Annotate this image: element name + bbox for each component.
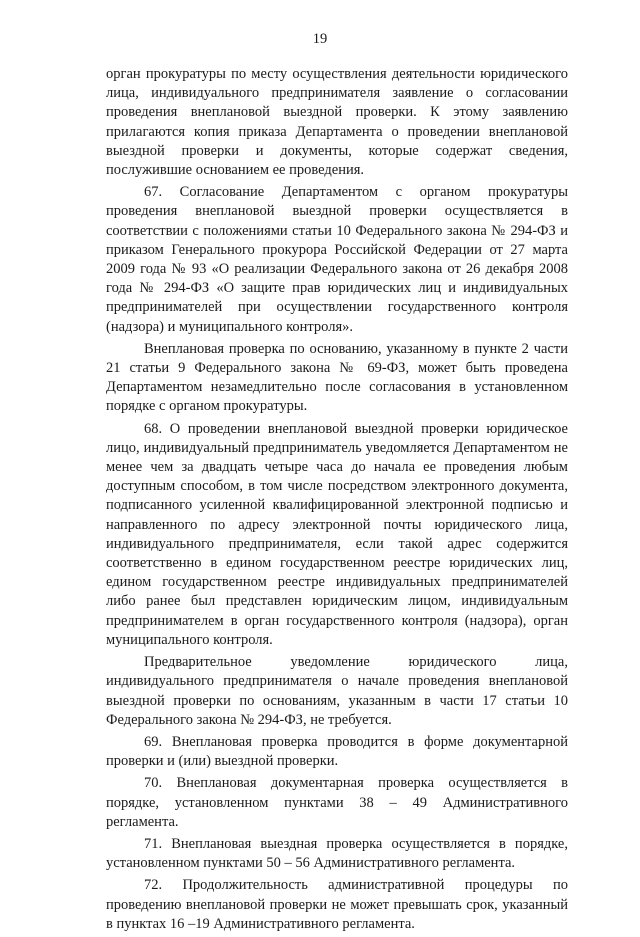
page-number: 19 xyxy=(312,31,328,47)
paragraph-item-70: 70. Внеплановая документарная проверка осуществляется в порядке, установленном пунктами 38 – 49 Административного регламента. xyxy=(106,775,568,830)
paragraph-continuation: орган прокуратуры по месту осуществления деятельности юридического лица, индивидуального предпринимателя заявление о согласовании проведения внеплановой выездной проверки. К этому заявлению прилагаются копия приказа Департамента о проведении внеплановой выездной проверки и документы, которые содержат сведения, послужившие основанием ее проведения. xyxy=(106,66,568,179)
paragraph-item-69: 69. Внеплановая проверка проводится в форме документарной проверки и (или) выездной проверки. xyxy=(106,733,568,770)
paragraph-item-72: 72. Продолжительность административной процедуры по проведению внеплановой проверки не может превышать срок, указанный в пунктах 16 –19 Административного регламента. xyxy=(106,877,568,932)
paragraph-prior-notice: Предварительное уведомление юридического лица, индивидуального предпринимателя о начале проведения внеплановой выездной проверки по основаниям, указанным в части 17 статьи 10 Федерального закона № 294-ФЗ, не требуется. xyxy=(106,654,568,728)
paragraph-item-71: 71. Внеплановая выездная проверка осуществляется в порядке, установленном пунктами 50 – 56 Административного регламента. xyxy=(106,835,568,872)
document-body xyxy=(106,65,568,937)
paragraph-unscheduled-inspection-basis: Внеплановая проверка по основанию, указанному в пункте 2 части 21 статьи 9 Федерального закона № 69-ФЗ, может быть проведена Департаментом незамедлительно после согласования в установленном порядке с органом прокуратуры. xyxy=(106,340,568,415)
paragraph-item-68: 68. О проведении внеплановой выездной проверки юридическое лицо, индивидуальный предприниматель уведомляется Департаментом не менее чем за двадцать четыре часа до начала ее проведения любым доступным способом, в том числе посредством электронного документа, подписанного усиленной квалифицированной электронной подписью и направленного по адресу электронной почты юридического лица, индивидуального предпринимателя, если такой адрес содержится соответственно в едином государственном реестре юридических лиц, едином государственном реестре индивидуальных предпринимателей либо ранее был представлен юридическим лицом, индивидуальным предпринимателем в орган государственного контроля (надзора), орган муниципального контроля. xyxy=(106,420,568,648)
paragraph-item-67: 67. Согласование Департаментом с органом прокуратуры проведения внеплановой выездной проверки осуществляется в соответствии с положениями статьи 10 Федерального закона № 294-ФЗ и приказом Генерального прокурора Российской Федерации от 27 марта 2009 года № 93 «О реализации Федерального закона от 26 декабря 2008 года № 294-ФЗ «О защите прав юридических лиц и индивидуальных предпринимателей при осуществлении государственного контроля (надзора) и муниципального контроля». xyxy=(106,184,568,335)
